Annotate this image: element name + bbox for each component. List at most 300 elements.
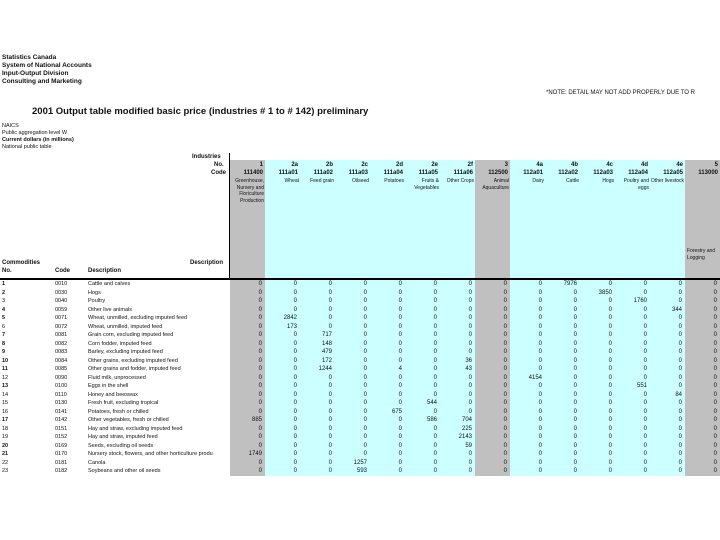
value-cell[interactable]: 0 [468, 459, 472, 466]
value-cell[interactable]: 0 [608, 306, 612, 313]
value-cell[interactable]: 0 [713, 434, 717, 440]
value-cell[interactable]: 0 [608, 366, 612, 372]
value-cell[interactable]: 0 [678, 417, 682, 423]
value-cell[interactable]: 0 [433, 298, 437, 304]
value-cell[interactable]: 4154 [528, 374, 542, 381]
value-cell[interactable]: 0 [363, 374, 367, 381]
value-cell[interactable]: 0 [258, 391, 262, 398]
value-cell[interactable]: 0 [468, 289, 472, 296]
value-cell[interactable]: 0 [538, 340, 542, 347]
value-cell[interactable]: 0 [258, 374, 262, 381]
value-cell[interactable]: 1760 [633, 298, 647, 304]
value-cell[interactable]: 0 [328, 391, 332, 398]
value-cell[interactable]: 0 [608, 357, 612, 364]
value-cell[interactable]: 0 [293, 434, 297, 440]
value-cell[interactable]: 0 [433, 451, 437, 457]
value-cell[interactable]: 0 [398, 400, 402, 406]
value-cell[interactable]: 0 [503, 281, 507, 287]
value-cell[interactable]: 0 [608, 332, 612, 338]
value-cell[interactable]: 0 [538, 315, 542, 321]
value-cell[interactable]: 0 [678, 349, 682, 355]
value-cell[interactable]: 0 [573, 366, 577, 372]
value-cell[interactable]: 0 [643, 391, 647, 398]
value-cell[interactable]: 0 [573, 323, 577, 330]
value-cell[interactable]: 0 [258, 315, 262, 321]
value-cell[interactable]: 0 [713, 332, 717, 338]
value-cell[interactable]: 0 [713, 289, 717, 296]
value-cell[interactable]: 0 [573, 451, 577, 457]
value-cell[interactable]: 0 [573, 425, 577, 432]
value-cell[interactable]: 0 [363, 357, 367, 364]
value-cell[interactable]: 0 [573, 383, 577, 389]
value-cell[interactable]: 0 [258, 459, 262, 466]
value-cell[interactable]: 0 [503, 468, 507, 474]
value-cell[interactable]: 43 [465, 366, 472, 372]
value-cell[interactable]: 0 [573, 434, 577, 440]
value-cell[interactable]: 0 [433, 408, 437, 415]
value-cell[interactable]: 717 [321, 332, 332, 338]
value-cell[interactable]: 0 [258, 442, 262, 449]
value-cell[interactable]: 544 [426, 400, 437, 406]
value-cell[interactable]: 0 [643, 323, 647, 330]
value-cell[interactable]: 0 [538, 451, 542, 457]
value-cell[interactable]: 0 [538, 417, 542, 423]
value-cell[interactable]: 0 [468, 391, 472, 398]
value-cell[interactable]: 0 [713, 323, 717, 330]
value-cell[interactable]: 0 [328, 323, 332, 330]
value-cell[interactable]: 0 [643, 408, 647, 415]
value-cell[interactable]: 0 [363, 349, 367, 355]
value-cell[interactable]: 0 [503, 417, 507, 423]
value-cell[interactable]: 0 [258, 383, 262, 389]
value-cell[interactable]: 0 [713, 425, 717, 432]
value-cell[interactable]: 0 [608, 298, 612, 304]
value-cell[interactable]: 0 [608, 408, 612, 415]
value-cell[interactable]: 0 [713, 417, 717, 423]
value-cell[interactable]: 0 [608, 349, 612, 355]
value-cell[interactable]: 0 [538, 459, 542, 466]
value-cell[interactable]: 0 [608, 451, 612, 457]
value-cell[interactable]: 0 [433, 332, 437, 338]
value-cell[interactable]: 0 [433, 468, 437, 474]
value-cell[interactable]: 0 [608, 468, 612, 474]
value-cell[interactable]: 0 [433, 349, 437, 355]
value-cell[interactable]: 0 [503, 425, 507, 432]
value-cell[interactable]: 0 [713, 374, 717, 381]
value-cell[interactable]: 0 [538, 391, 542, 398]
value-cell[interactable]: 0 [503, 323, 507, 330]
value-cell[interactable]: 0 [678, 298, 682, 304]
value-cell[interactable]: 0 [678, 383, 682, 389]
value-cell[interactable]: 0 [643, 459, 647, 466]
value-cell[interactable]: 0 [398, 349, 402, 355]
value-cell[interactable]: 173 [286, 323, 297, 330]
value-cell[interactable]: 0 [433, 281, 437, 287]
value-cell[interactable]: 0 [678, 408, 682, 415]
value-cell[interactable]: 0 [573, 289, 577, 296]
value-cell[interactable]: 0 [328, 451, 332, 457]
value-cell[interactable]: 0 [328, 442, 332, 449]
value-cell[interactable]: 0 [643, 289, 647, 296]
value-cell[interactable]: 0 [678, 374, 682, 381]
value-cell[interactable]: 0 [643, 281, 647, 287]
value-cell[interactable]: 0 [258, 289, 262, 296]
value-cell[interactable]: 0 [608, 323, 612, 330]
value-cell[interactable]: 0 [573, 374, 577, 381]
value-cell[interactable]: 0 [363, 315, 367, 321]
value-cell[interactable]: 0 [433, 442, 437, 449]
value-cell[interactable]: 0 [573, 340, 577, 347]
value-cell[interactable]: 0 [293, 306, 297, 313]
value-cell[interactable]: 0 [293, 357, 297, 364]
value-cell[interactable]: 344 [671, 306, 682, 313]
value-cell[interactable]: 0 [328, 417, 332, 423]
value-cell[interactable]: 0 [608, 374, 612, 381]
value-cell[interactable]: 0 [468, 451, 472, 457]
value-cell[interactable]: 0 [503, 332, 507, 338]
value-cell[interactable]: 0 [468, 383, 472, 389]
value-cell[interactable]: 0 [398, 315, 402, 321]
value-cell[interactable]: 0 [503, 289, 507, 296]
value-cell[interactable]: 0 [398, 459, 402, 466]
value-cell[interactable]: 0 [363, 425, 367, 432]
value-cell[interactable]: 0 [678, 400, 682, 406]
value-cell[interactable]: 0 [643, 374, 647, 381]
value-cell[interactable]: 0 [573, 468, 577, 474]
value-cell[interactable]: 0 [468, 306, 472, 313]
value-cell[interactable]: 0 [538, 425, 542, 432]
value-cell[interactable]: 0 [363, 434, 367, 440]
value-cell[interactable]: 1257 [353, 459, 367, 466]
value-cell[interactable]: 0 [503, 357, 507, 364]
value-cell[interactable]: 0 [433, 391, 437, 398]
value-cell[interactable]: 172 [321, 357, 332, 364]
value-cell[interactable]: 0 [678, 281, 682, 287]
value-cell[interactable]: 0 [713, 315, 717, 321]
value-cell[interactable]: 0 [503, 434, 507, 440]
value-cell[interactable]: 0 [468, 332, 472, 338]
value-cell[interactable]: 0 [328, 434, 332, 440]
value-cell[interactable]: 0 [258, 340, 262, 347]
value-cell[interactable]: 0 [328, 408, 332, 415]
value-cell[interactable]: 0 [293, 366, 297, 372]
value-cell[interactable]: 551 [636, 383, 647, 389]
value-cell[interactable]: 0 [328, 306, 332, 313]
value-cell[interactable]: 0 [678, 332, 682, 338]
value-cell[interactable]: 586 [426, 417, 437, 423]
value-cell[interactable]: 0 [643, 442, 647, 449]
value-cell[interactable]: 0 [258, 400, 262, 406]
value-cell[interactable]: 0 [363, 408, 367, 415]
value-cell[interactable]: 0 [398, 357, 402, 364]
value-cell[interactable]: 0 [643, 468, 647, 474]
value-cell[interactable]: 0 [258, 434, 262, 440]
value-cell[interactable]: 0 [538, 442, 542, 449]
value-cell[interactable]: 0 [713, 306, 717, 313]
value-cell[interactable]: 0 [503, 349, 507, 355]
value-cell[interactable]: 0 [468, 400, 472, 406]
value-cell[interactable]: 0 [503, 306, 507, 313]
value-cell[interactable]: 0 [328, 425, 332, 432]
value-cell[interactable]: 0 [573, 315, 577, 321]
value-cell[interactable]: 0 [538, 408, 542, 415]
value-cell[interactable]: 0 [258, 408, 262, 415]
value-cell[interactable]: 0 [363, 451, 367, 457]
value-cell[interactable]: 0 [678, 323, 682, 330]
value-cell[interactable]: 0 [363, 400, 367, 406]
value-cell[interactable]: 0 [713, 349, 717, 355]
value-cell[interactable]: 0 [433, 306, 437, 313]
value-cell[interactable]: 0 [608, 383, 612, 389]
value-cell[interactable]: 0 [258, 281, 262, 287]
value-cell[interactable]: 0 [398, 442, 402, 449]
value-cell[interactable]: 0 [363, 289, 367, 296]
value-cell[interactable]: 0 [258, 366, 262, 372]
value-cell[interactable]: 0 [503, 408, 507, 415]
value-cell[interactable]: 0 [468, 323, 472, 330]
value-cell[interactable]: 0 [468, 315, 472, 321]
value-cell[interactable]: 0 [678, 289, 682, 296]
value-cell[interactable]: 0 [363, 417, 367, 423]
value-cell[interactable]: 0 [398, 417, 402, 423]
value-cell[interactable]: 0 [328, 281, 332, 287]
value-cell[interactable]: 0 [293, 459, 297, 466]
value-cell[interactable]: 0 [293, 451, 297, 457]
value-cell[interactable]: 0 [573, 391, 577, 398]
value-cell[interactable]: 0 [328, 400, 332, 406]
value-cell[interactable]: 0 [328, 298, 332, 304]
value-cell[interactable]: 0 [608, 391, 612, 398]
value-cell[interactable]: 0 [398, 289, 402, 296]
value-cell[interactable]: 0 [538, 434, 542, 440]
value-cell[interactable]: 0 [713, 383, 717, 389]
value-cell[interactable]: 0 [328, 374, 332, 381]
value-cell[interactable]: 0 [713, 340, 717, 347]
value-cell[interactable]: 0 [538, 332, 542, 338]
value-cell[interactable]: 0 [573, 408, 577, 415]
value-cell[interactable]: 0 [363, 332, 367, 338]
value-cell[interactable]: 0 [258, 306, 262, 313]
value-cell[interactable]: 0 [713, 468, 717, 474]
value-cell[interactable]: 0 [398, 332, 402, 338]
value-cell[interactable]: 0 [433, 425, 437, 432]
value-cell[interactable]: 0 [468, 281, 472, 287]
value-cell[interactable]: 0 [398, 425, 402, 432]
value-cell[interactable]: 0 [608, 459, 612, 466]
value-cell[interactable]: 7976 [563, 281, 577, 287]
value-cell[interactable]: 0 [608, 442, 612, 449]
value-cell[interactable]: 0 [503, 366, 507, 372]
value-cell[interactable]: 0 [433, 374, 437, 381]
value-cell[interactable]: 0 [713, 357, 717, 364]
value-cell[interactable]: 0 [713, 459, 717, 466]
value-cell[interactable]: 36 [465, 357, 472, 364]
value-cell[interactable]: 148 [321, 340, 332, 347]
value-cell[interactable]: 2842 [283, 315, 297, 321]
value-cell[interactable]: 0 [608, 434, 612, 440]
value-cell[interactable]: 0 [468, 349, 472, 355]
value-cell[interactable]: 0 [573, 400, 577, 406]
value-cell[interactable]: 0 [573, 459, 577, 466]
value-cell[interactable]: 704 [461, 417, 472, 423]
value-cell[interactable]: 0 [643, 425, 647, 432]
value-cell[interactable]: 0 [678, 340, 682, 347]
value-cell[interactable]: 0 [643, 340, 647, 347]
value-cell[interactable]: 0 [363, 383, 367, 389]
value-cell[interactable]: 0 [608, 340, 612, 347]
value-cell[interactable]: 0 [643, 434, 647, 440]
value-cell[interactable]: 0 [328, 315, 332, 321]
value-cell[interactable]: 0 [573, 298, 577, 304]
value-cell[interactable]: 0 [713, 451, 717, 457]
value-cell[interactable]: 0 [608, 417, 612, 423]
value-cell[interactable]: 0 [398, 323, 402, 330]
value-cell[interactable]: 0 [398, 281, 402, 287]
value-cell[interactable]: 0 [293, 468, 297, 474]
value-cell[interactable]: 0 [643, 306, 647, 313]
value-cell[interactable]: 0 [678, 366, 682, 372]
value-cell[interactable]: 0 [608, 425, 612, 432]
value-cell[interactable]: 0 [398, 340, 402, 347]
value-cell[interactable]: 0 [468, 340, 472, 347]
value-cell[interactable]: 0 [433, 340, 437, 347]
value-cell[interactable]: 0 [538, 306, 542, 313]
value-cell[interactable]: 0 [433, 459, 437, 466]
value-cell[interactable]: 0 [468, 408, 472, 415]
value-cell[interactable]: 0 [538, 281, 542, 287]
value-cell[interactable]: 0 [258, 349, 262, 355]
value-cell[interactable]: 0 [398, 434, 402, 440]
value-cell[interactable]: 0 [538, 366, 542, 372]
value-cell[interactable]: 0 [678, 315, 682, 321]
value-cell[interactable]: 0 [363, 323, 367, 330]
value-cell[interactable]: 0 [293, 289, 297, 296]
value-cell[interactable]: 0 [503, 383, 507, 389]
value-cell[interactable]: 0 [643, 332, 647, 338]
value-cell[interactable]: 0 [363, 366, 367, 372]
value-cell[interactable]: 0 [678, 459, 682, 466]
value-cell[interactable]: 0 [433, 366, 437, 372]
value-cell[interactable]: 0 [573, 306, 577, 313]
value-cell[interactable]: 0 [538, 468, 542, 474]
value-cell[interactable]: 0 [363, 281, 367, 287]
value-cell[interactable]: 0 [258, 468, 262, 474]
value-cell[interactable]: 0 [398, 383, 402, 389]
value-cell[interactable]: 0 [258, 323, 262, 330]
value-cell[interactable]: 0 [433, 434, 437, 440]
value-cell[interactable]: 0 [293, 340, 297, 347]
value-cell[interactable]: 0 [503, 391, 507, 398]
value-cell[interactable]: 885 [251, 417, 262, 423]
value-cell[interactable]: 0 [713, 298, 717, 304]
value-cell[interactable]: 0 [293, 332, 297, 338]
value-cell[interactable]: 0 [713, 400, 717, 406]
value-cell[interactable]: 2143 [458, 434, 472, 440]
value-cell[interactable]: 0 [608, 315, 612, 321]
value-cell[interactable]: 0 [398, 451, 402, 457]
value-cell[interactable]: 593 [356, 468, 367, 474]
value-cell[interactable]: 0 [643, 349, 647, 355]
value-cell[interactable]: 1749 [248, 451, 262, 457]
value-cell[interactable]: 0 [293, 417, 297, 423]
value-cell[interactable]: 0 [328, 383, 332, 389]
value-cell[interactable]: 0 [363, 298, 367, 304]
value-cell[interactable]: 0 [608, 281, 612, 287]
value-cell[interactable]: 0 [293, 391, 297, 398]
value-cell[interactable]: 0 [713, 366, 717, 372]
value-cell[interactable]: 59 [465, 442, 472, 449]
value-cell[interactable]: 0 [433, 357, 437, 364]
value-cell[interactable]: 0 [293, 349, 297, 355]
value-cell[interactable]: 0 [538, 298, 542, 304]
value-cell[interactable]: 0 [503, 374, 507, 381]
value-cell[interactable]: 0 [293, 374, 297, 381]
value-cell[interactable]: 0 [573, 442, 577, 449]
value-cell[interactable]: 0 [678, 451, 682, 457]
value-cell[interactable]: 0 [293, 408, 297, 415]
value-cell[interactable]: 0 [643, 451, 647, 457]
value-cell[interactable]: 3850 [598, 289, 612, 296]
value-cell[interactable]: 0 [258, 357, 262, 364]
value-cell[interactable]: 0 [258, 425, 262, 432]
value-cell[interactable]: 0 [538, 323, 542, 330]
value-cell[interactable]: 0 [503, 315, 507, 321]
value-cell[interactable]: 675 [391, 408, 402, 415]
value-cell[interactable]: 0 [643, 357, 647, 364]
value-cell[interactable]: 0 [573, 417, 577, 423]
value-cell[interactable]: 84 [675, 391, 682, 398]
value-cell[interactable]: 0 [503, 298, 507, 304]
value-cell[interactable]: 0 [363, 306, 367, 313]
value-cell[interactable]: 0 [433, 289, 437, 296]
value-cell[interactable]: 0 [258, 332, 262, 338]
value-cell[interactable]: 0 [398, 306, 402, 313]
value-cell[interactable]: 0 [293, 383, 297, 389]
value-cell[interactable]: 0 [713, 281, 717, 287]
value-cell[interactable]: 0 [293, 298, 297, 304]
value-cell[interactable]: 0 [433, 383, 437, 389]
value-cell[interactable]: 4 [398, 366, 402, 372]
value-cell[interactable]: 0 [678, 425, 682, 432]
value-cell[interactable]: 0 [643, 366, 647, 372]
value-cell[interactable]: 0 [643, 315, 647, 321]
value-cell[interactable]: 0 [678, 357, 682, 364]
value-cell[interactable]: 0 [398, 391, 402, 398]
value-cell[interactable]: 0 [328, 468, 332, 474]
value-cell[interactable]: 225 [461, 425, 472, 432]
value-cell[interactable]: 0 [468, 298, 472, 304]
value-cell[interactable]: 0 [433, 315, 437, 321]
value-cell[interactable]: 0 [643, 400, 647, 406]
value-cell[interactable]: 0 [468, 374, 472, 381]
value-cell[interactable]: 0 [503, 459, 507, 466]
value-cell[interactable]: 0 [608, 400, 612, 406]
value-cell[interactable]: 0 [713, 442, 717, 449]
value-cell[interactable]: 0 [503, 340, 507, 347]
value-cell[interactable]: 0 [538, 357, 542, 364]
value-cell[interactable]: 0 [503, 442, 507, 449]
value-cell[interactable]: 0 [398, 468, 402, 474]
value-cell[interactable]: 0 [468, 468, 472, 474]
value-cell[interactable]: 0 [433, 323, 437, 330]
value-cell[interactable]: 0 [293, 442, 297, 449]
value-cell[interactable]: 0 [678, 434, 682, 440]
value-cell[interactable]: 0 [258, 298, 262, 304]
value-cell[interactable]: 0 [678, 442, 682, 449]
value-cell[interactable]: 0 [713, 408, 717, 415]
value-cell[interactable]: 0 [573, 357, 577, 364]
value-cell[interactable]: 0 [538, 400, 542, 406]
